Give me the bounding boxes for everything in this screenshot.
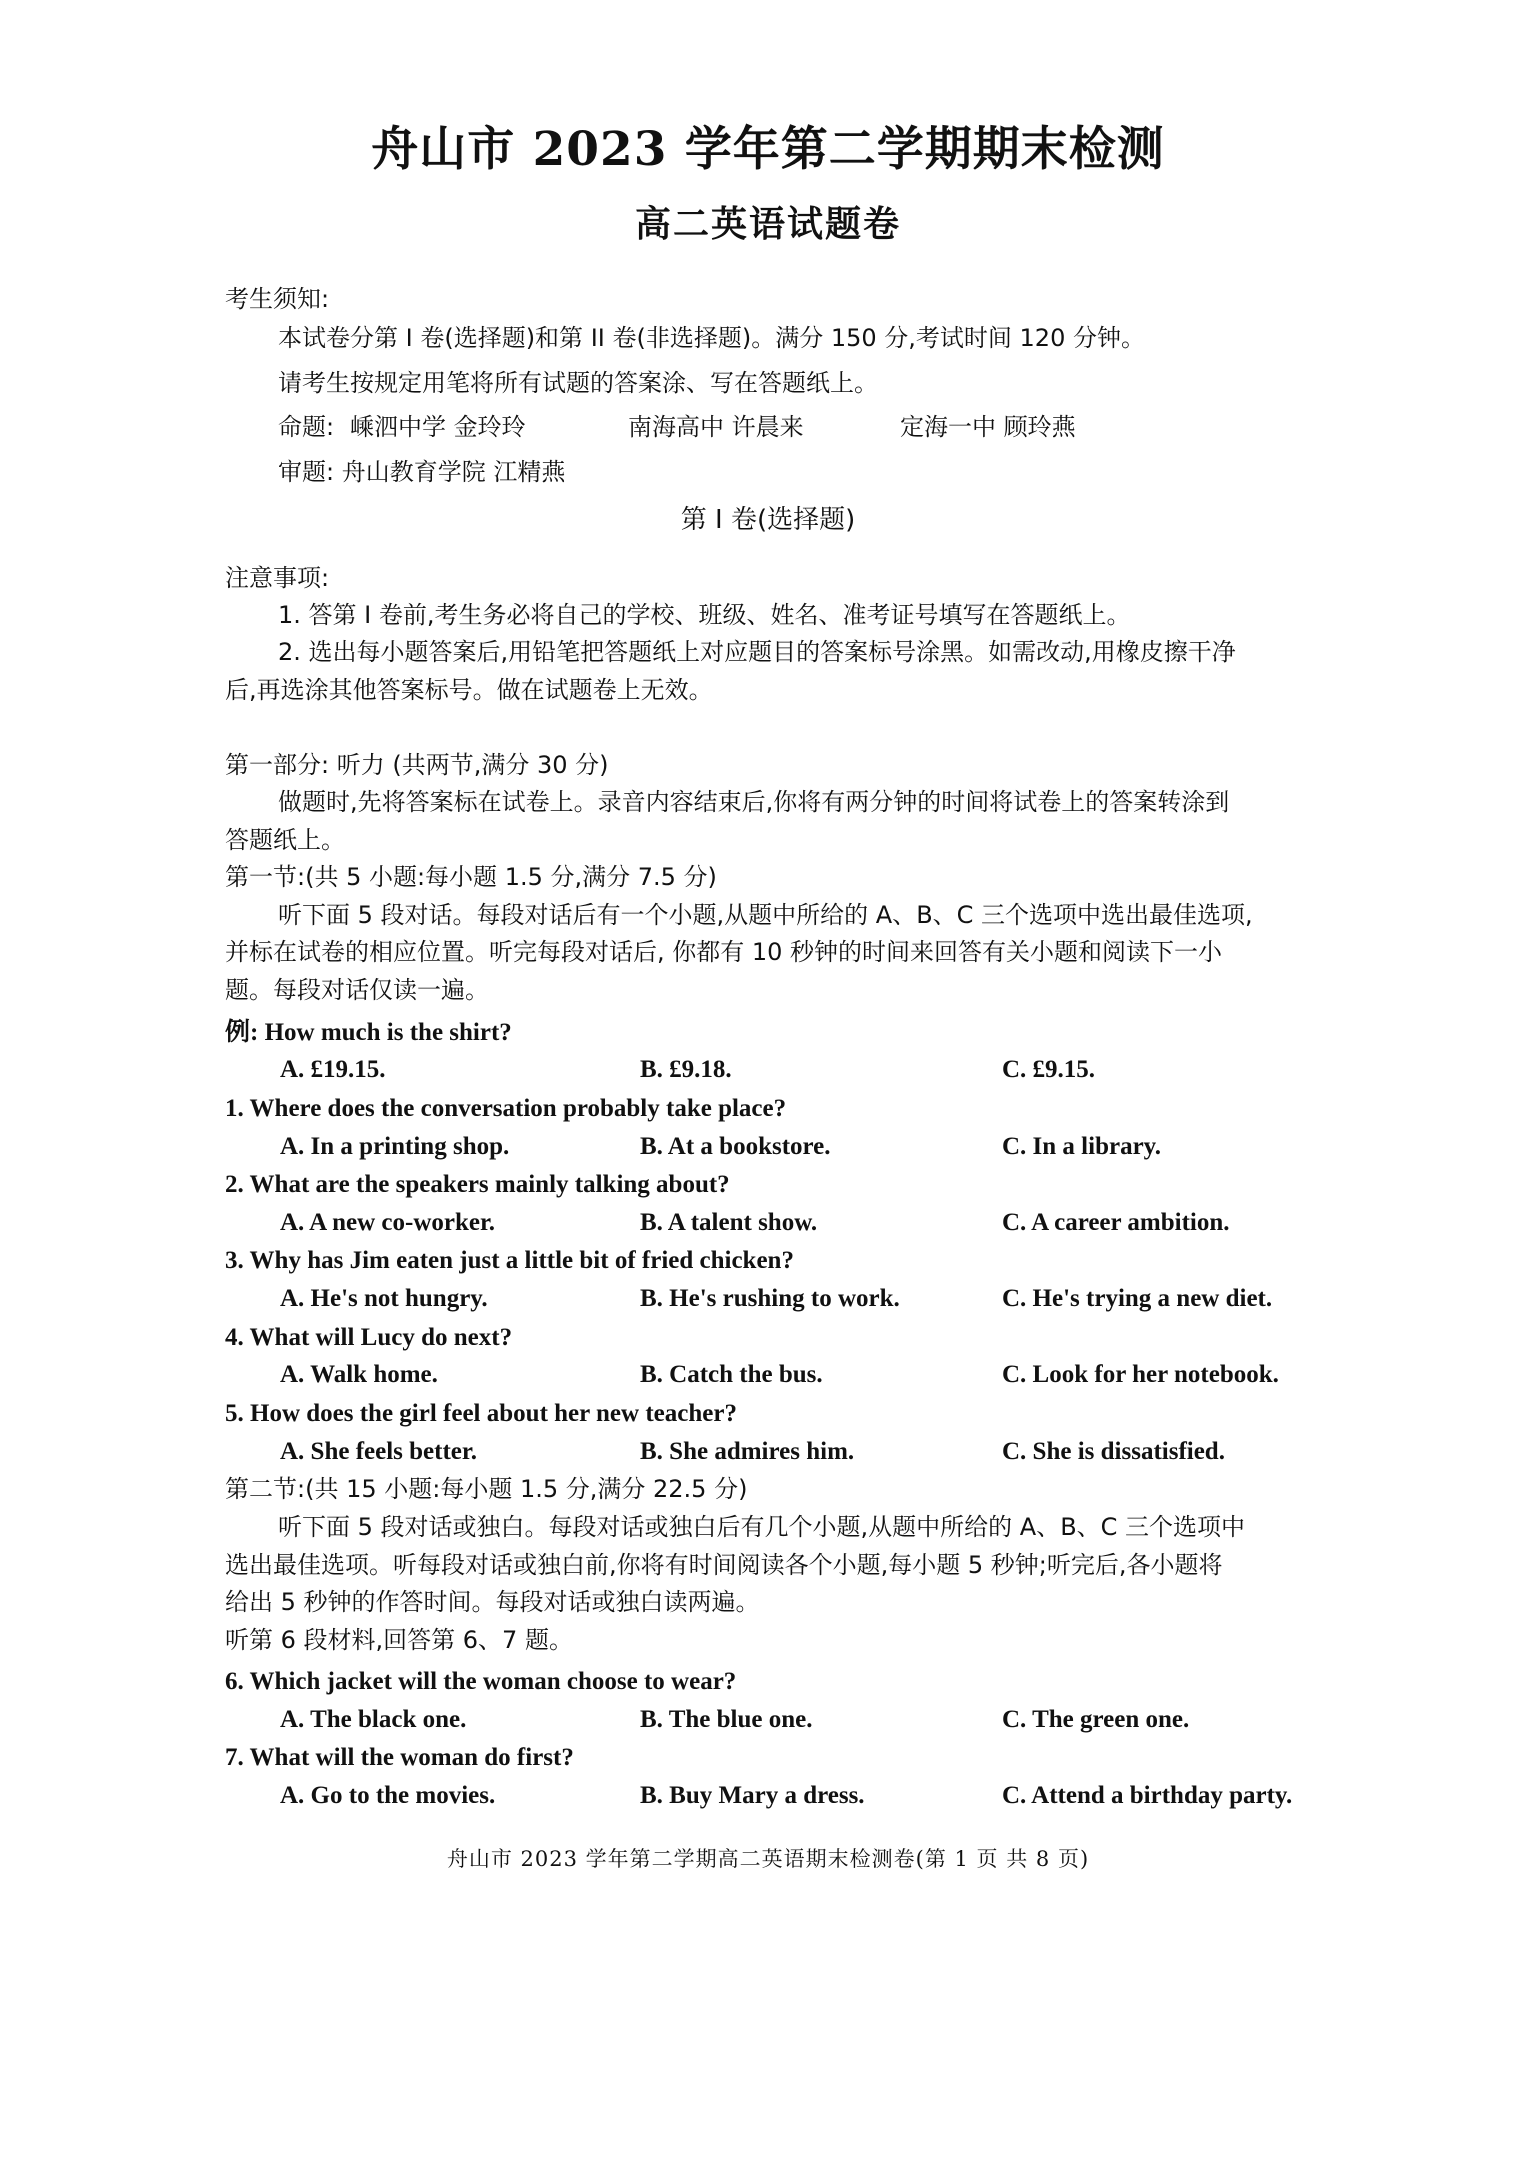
option-c: C. A career ambition. — [1002, 1209, 1230, 1236]
section1-heading: 第一节:(共 5 小题:每小题 1.5 分,满分 7.5 分) — [225, 863, 717, 891]
option-a: A. Walk home. — [280, 1361, 438, 1388]
example-question: 例: How much is the shirt? — [225, 1019, 512, 1046]
instructions-line: 本试卷分第 I 卷(选择题)和第 II 卷(非选择题)。满分 150 分,考试时间 120 分钟。 — [278, 324, 1145, 352]
section2-heading: 第二节:(共 15 小题:每小题 1.5 分,满分 22.5 分) — [225, 1475, 748, 1503]
question-2: 2. What are the speakers mainly talking about? — [225, 1171, 730, 1198]
note-line: 后,再选涂其他答案标号。做在试题卷上无效。 — [225, 676, 713, 704]
reviewer-line: 审题: 舟山教育学院 江精燕 — [278, 458, 566, 486]
section2-intro-line: 听下面 5 段对话或独白。每段对话或独白后有几个小题,从题中所给的 A、B、C 三个选项中 — [278, 1513, 1246, 1541]
option-a: A. In a printing shop. — [280, 1133, 510, 1160]
instructions-line: 请考生按规定用笔将所有试题的答案涂、写在答题纸上。 — [278, 369, 878, 397]
section1-intro-line: 听下面 5 段对话。每段对话后有一个小题,从题中所给的 A、B、C 三个选项中选出最佳选项, — [278, 901, 1253, 929]
option-b: B. Buy Mary a dress. — [640, 1782, 865, 1809]
section2-intro-line: 选出最佳选项。听每段对话或独白前,你将有时间阅读各个小题,每小题 5 秒钟;听完后,各小题将 — [225, 1551, 1223, 1579]
exam-subtitle: 高二英语试题卷 — [634, 204, 901, 245]
option-c: C. £9.15. — [1002, 1056, 1096, 1083]
option-a: A. A new co-worker. — [280, 1209, 496, 1236]
note-line: 1. 答第 I 卷前,考生务必将自己的学校、班级、姓名、准考证号填写在答题纸上。 — [278, 601, 1131, 629]
option-b: B. The blue one. — [640, 1706, 813, 1733]
option-a: A. The black one. — [280, 1706, 467, 1733]
part1-intro-line: 答题纸上。 — [225, 826, 345, 854]
option-a: A. £19.15. — [280, 1056, 386, 1083]
option-c: C. She is dissatisfied. — [1002, 1438, 1225, 1465]
section1-intro-line: 题。每段对话仅读一遍。 — [225, 976, 489, 1004]
material-note: 听第 6 段材料,回答第 6、7 题。 — [225, 1626, 573, 1654]
authors-label: 命题: — [278, 413, 335, 441]
page-footer: 舟山市 2023 学年第二学期高二英语期末检测卷(第 1 页 共 8 页) — [446, 1847, 1090, 1871]
option-b: B. £9.18. — [640, 1056, 732, 1083]
option-a: A. Go to the movies. — [280, 1782, 496, 1809]
option-c: C. In a library. — [1002, 1133, 1162, 1160]
author-entry: 定海一中 顾玲燕 — [900, 413, 1076, 441]
notes-heading: 注意事项: — [225, 564, 330, 592]
question-6: 6. Which jacket will the woman choose to wear? — [225, 1668, 737, 1695]
option-c: C. He's trying a new diet. — [1002, 1285, 1273, 1312]
section1-intro-line: 并标在试卷的相应位置。听完每段对话后, 你都有 10 秒钟的时间来回答有关小题和阅读下一小 — [225, 938, 1223, 966]
exam-title: 舟山市 2023 学年第二学期期末检测 — [371, 122, 1165, 177]
question-1: 1. Where does the conversation probably take place? — [225, 1095, 787, 1122]
option-a: A. She feels better. — [280, 1438, 477, 1465]
option-b: B. A talent show. — [640, 1209, 818, 1236]
question-4: 4. What will Lucy do next? — [225, 1324, 513, 1351]
option-c: C. The green one. — [1002, 1706, 1190, 1733]
option-c: C. Attend a birthday party. — [1002, 1782, 1293, 1809]
question-5: 5. How does the girl feel about her new teacher? — [225, 1400, 737, 1427]
part1-intro-line: 做题时,先将答案标在试卷上。录音内容结束后,你将有两分钟的时间将试卷上的答案转涂到 — [278, 788, 1230, 816]
option-b: B. At a bookstore. — [640, 1133, 831, 1160]
option-c: C. Look for her notebook. — [1002, 1361, 1279, 1388]
part1-heading: 第一部分: 听力 (共两节,满分 30 分) — [225, 751, 609, 779]
volume1-heading: 第 I 卷(选择题) — [680, 505, 856, 535]
option-b: B. Catch the bus. — [640, 1361, 823, 1388]
instructions-heading: 考生须知: — [225, 285, 330, 313]
section2-intro-line: 给出 5 秒钟的作答时间。每段对话或独白读两遍。 — [225, 1588, 760, 1616]
option-a: A. He's not hungry. — [280, 1285, 488, 1312]
author-entry: 南海高中 许晨来 — [628, 413, 804, 441]
note-line: 2. 选出每小题答案后,用铅笔把答题纸上对应题目的答案标号涂黑。如需改动,用橡皮擦干净 — [278, 638, 1236, 666]
option-b: B. He's rushing to work. — [640, 1285, 900, 1312]
author-entry: 嵊泗中学 金玲玲 — [350, 413, 526, 441]
question-3: 3. Why has Jim eaten just a little bit of fried chicken? — [225, 1247, 794, 1274]
option-b: B. She admires him. — [640, 1438, 855, 1465]
question-7: 7. What will the woman do first? — [225, 1744, 574, 1771]
